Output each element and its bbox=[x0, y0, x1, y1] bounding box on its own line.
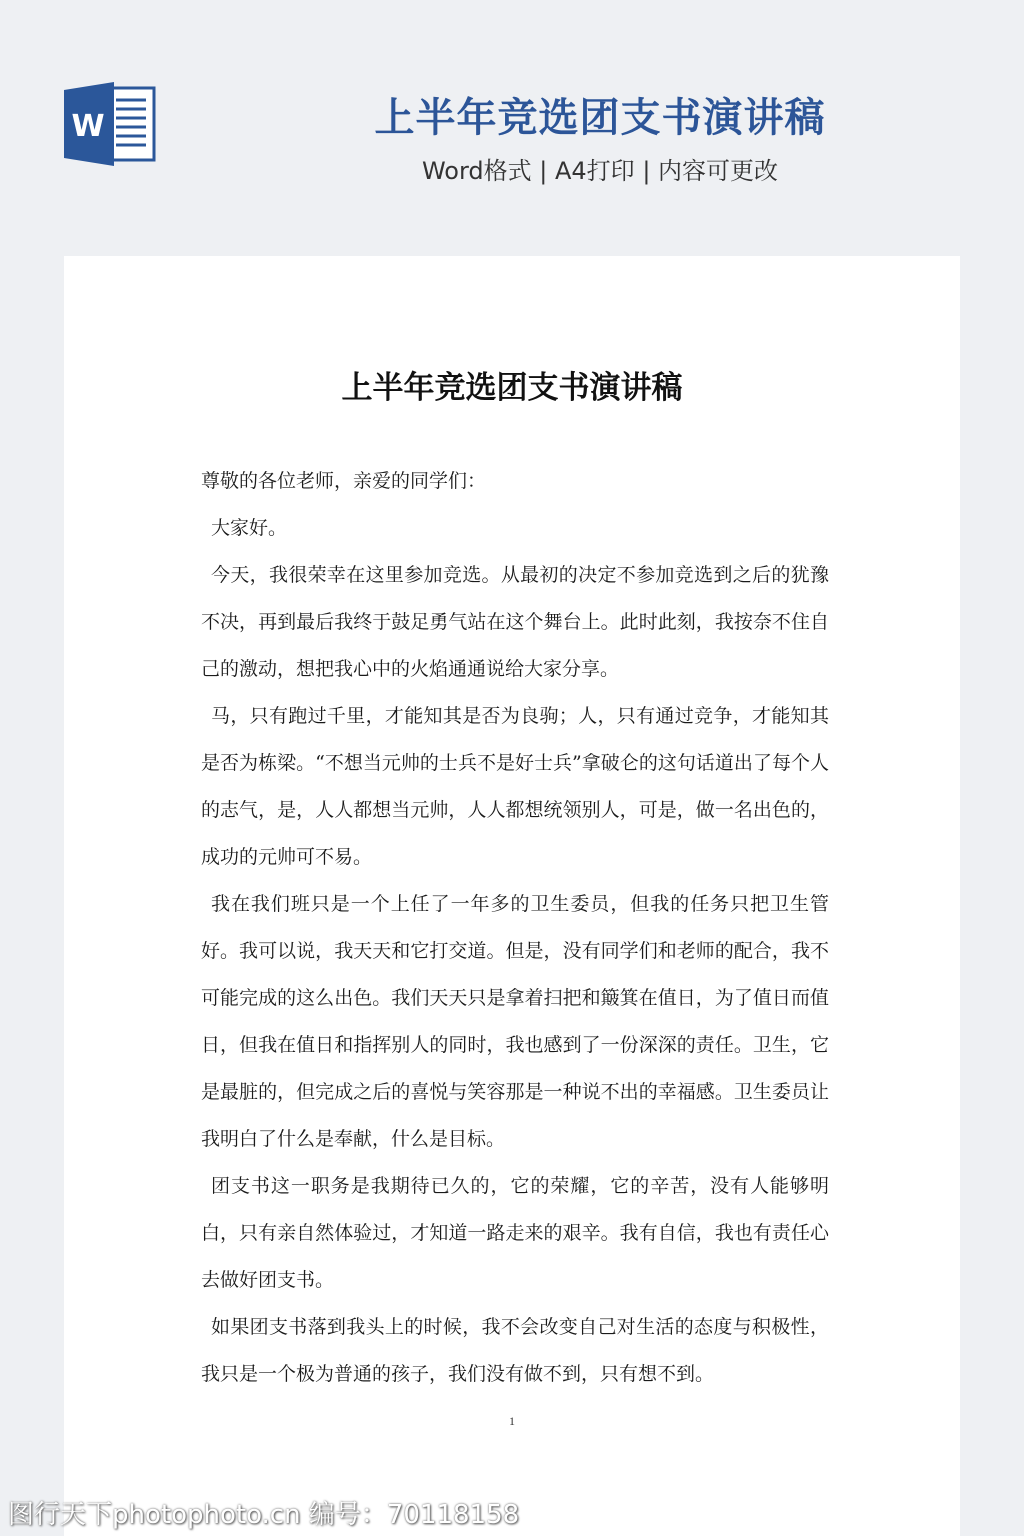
paragraph-2: 马，只有跑过千里，才能知其是否为良驹；人，只有通过竞争，才能知其是否为栋梁。“不想当元帅的士兵不是好士兵”拿破仑的这句话道出了每个人的志气，是，人人都想当元帅，人人都想统领别人，可是，做一名出色的，成功的元帅可不易。 bbox=[201, 705, 829, 868]
paragraph-3: 我在我们班只是一个上任了一年多的卫生委员，但我的任务只把卫生管好。我可以说，我天天和它打交道。但是，没有同学们和老师的配合，我不可能完成的这么出色。我们天天只是拿着扫把和簸箕在值日，为了值日而值日，但我在值日和指挥别人的同时，我也感到了一份深深的责任。卫生，它是最脏的，但完成之后的喜悦与笑容那是一种说不出的幸福感。卫生委员让我明白了什么是奉献，什么是目标。 bbox=[201, 893, 829, 1150]
watermark-text: 图行天下photophoto.cn 编号：70118158 bbox=[8, 1500, 520, 1530]
document-page bbox=[64, 256, 960, 1536]
word-document-icon bbox=[64, 82, 156, 166]
header-title: 上半年竞选团支书演讲稿 bbox=[374, 95, 826, 141]
paragraph-4: 团支书这一职务是我期待已久的，它的荣耀，它的辛苦，没有人能够明白，只有亲自然体验过，才知道一路走来的艰辛。我有自信，我也有责任心去做好团支书。 bbox=[201, 1175, 829, 1291]
svg-text:W: W bbox=[71, 109, 105, 144]
paragraph-1: 今天，我很荣幸在这里参加竞选。从最初的决定不参加竞选到之后的犹豫不决，再到最后我终于鼓足勇气站在这个舞台上。此时此刻，我按奈不住自己的激动，想把我心中的火焰通通说给大家分享。 bbox=[201, 564, 829, 680]
paragraph-5: 如果团支书落到我头上的时候，我不会改变自己对生活的态度与积极性，我只是一个极为普通的孩子，我们没有做不到，只有想不到。 bbox=[201, 1316, 829, 1385]
paragraph-greeting: 大家好。 bbox=[211, 517, 288, 539]
paragraph-salutation: 尊敬的各位老师，亲爱的同学们： bbox=[201, 470, 487, 492]
page-number: 1 bbox=[509, 1414, 515, 1428]
document-body bbox=[201, 458, 829, 1398]
document-title: 上半年竞选团支书演讲稿 bbox=[341, 370, 683, 406]
header-subtitle: Word格式 | A4打印 | 内容可更改 bbox=[421, 157, 779, 185]
